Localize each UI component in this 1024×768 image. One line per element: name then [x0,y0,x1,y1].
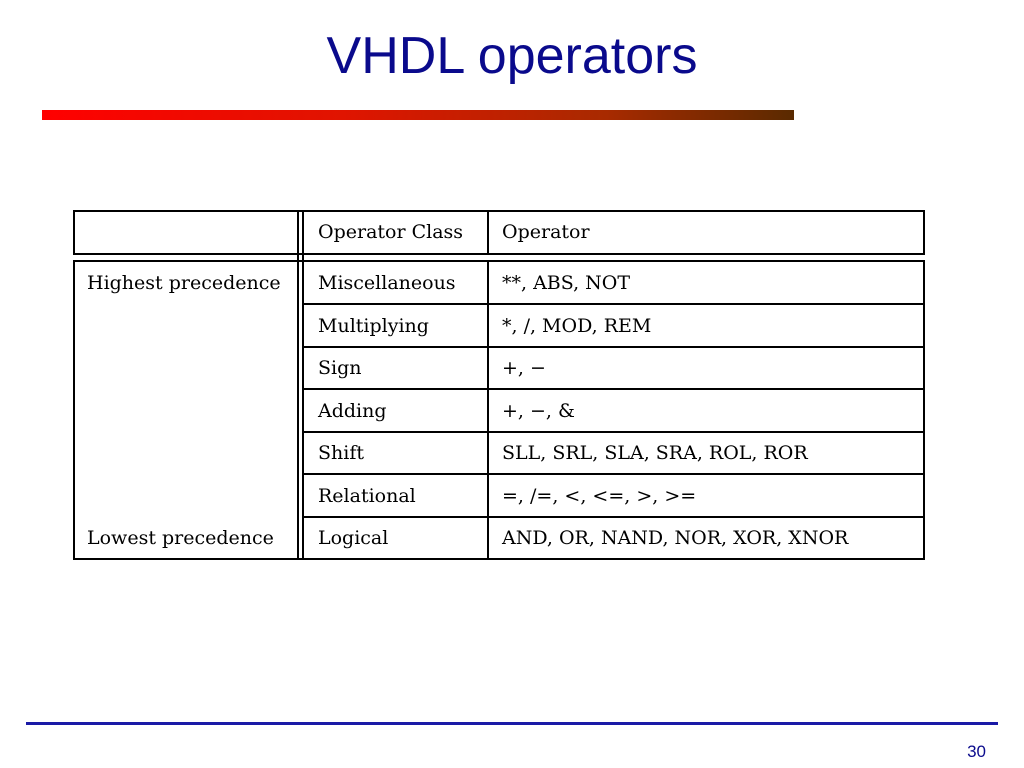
table-rule-left-body [73,260,75,560]
row-operators-adding: +, −, & [502,399,575,422]
row-class-multiplying: Multiplying [318,314,429,337]
table-rule-double-1 [297,210,299,560]
table-rule-row [304,346,925,348]
row-class-logical: Logical [318,527,389,549]
header-operator: Operator [502,221,590,243]
table-rule-header-bottom [73,253,925,255]
table-rule-bottom [73,558,925,560]
table-rule-double-2 [302,210,304,560]
table-rule-row [304,388,925,390]
title-underline-bar [42,110,794,120]
row-class-sign: Sign [318,357,362,379]
table-body [73,210,925,560]
header-cell-empty [73,210,297,254]
row-operators-miscellaneous: **, ABS, NOT [502,272,631,294]
header-operator-class: Operator Class [318,221,464,243]
table-rule-mid-header [487,210,489,254]
table-rule-right-body [923,260,925,560]
table-rule-left-header [73,210,75,254]
table-rule-body-top [73,260,925,262]
row-operators-multiplying: *, /, MOD, REM [502,314,652,337]
table-rule-row [304,303,925,305]
table-rule-row [304,473,925,475]
row-class-adding: Adding [318,399,387,422]
row-class-relational: Relational [318,484,416,507]
row-class-shift: Shift [318,442,364,464]
row-operators-relational: =, /=, <, <=, >, >= [502,484,697,507]
row-operators-sign: +, − [502,357,546,379]
table-rule-right-header [923,210,925,254]
table-rule-mid-body [487,260,489,560]
slide-title: VHDL operators [326,27,698,85]
table-rule-top [73,210,925,212]
table-rule-row [304,516,925,518]
operator-precedence-table [73,210,925,560]
row-operators-logical: AND, OR, NAND, NOR, XOR, XNOR [502,527,849,549]
lowest-precedence-label: Lowest precedence [87,527,274,549]
table-rule-row [304,431,925,433]
footer-divider [26,722,998,725]
row-operators-shift: SLL, SRL, SLA, SRA, ROL, ROR [502,442,808,464]
page-number: 30 [967,742,986,761]
row-class-miscellaneous: Miscellaneous [318,272,456,294]
highest-precedence-label: Highest precedence [87,272,281,294]
